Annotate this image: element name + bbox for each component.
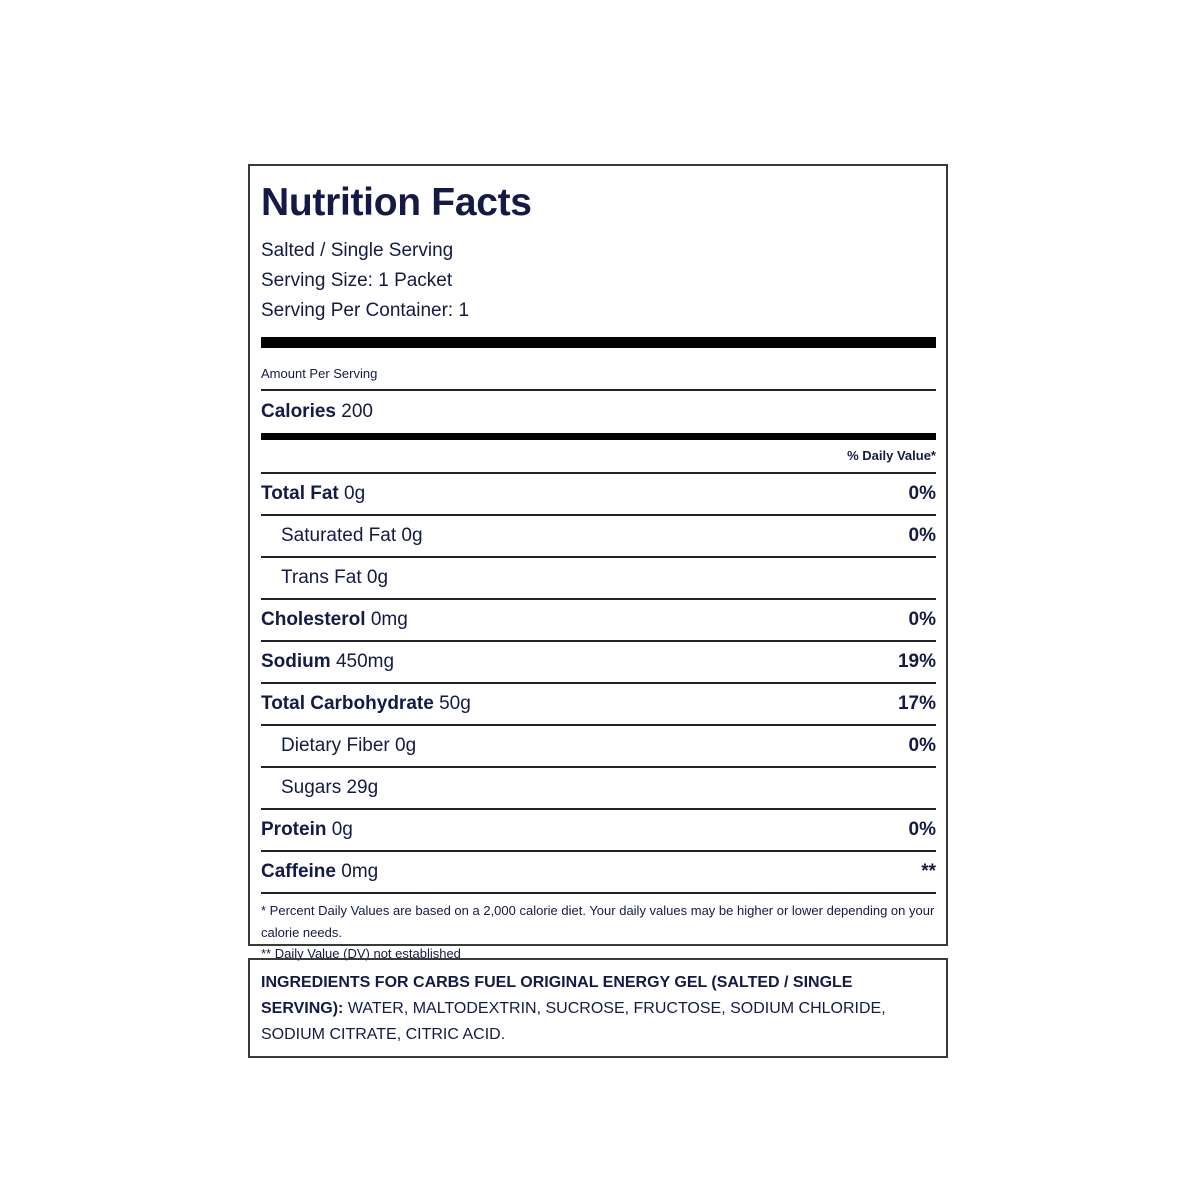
nutrient-row-dietary-fiber	[261, 726, 936, 768]
nutrient-row-caffeine	[261, 852, 936, 894]
panel-title: Nutrition Facts	[261, 181, 532, 224]
medium-divider	[261, 433, 936, 440]
nutrient-label: Dietary Fiber 0g	[281, 735, 417, 756]
nutrient-label: Protein	[261, 819, 327, 840]
nutrient-amount: 0mg	[370, 609, 408, 630]
footnotes	[261, 894, 936, 964]
nutrient-label: Total Carbohydrate	[261, 693, 434, 714]
footnote-daily-values: * Percent Daily Values are based on a 2,000 calorie diet. Your daily values may be higher or lower depending on your calorie needs.	[261, 903, 935, 940]
nutrient-label: Total Fat	[261, 483, 339, 504]
nutrient-label: Trans Fat 0g	[281, 567, 389, 588]
nutrient-row-trans-fat	[261, 558, 936, 600]
amount-per-serving: Amount Per Serving	[261, 365, 936, 391]
ingredients-heading: INGREDIENTS FOR CARBS FUEL ORIGINAL ENERGY GEL (SALTED / SINGLE SERVING):	[261, 974, 853, 1017]
nutrient-label: Sodium	[261, 651, 331, 672]
variant-line: Salted / Single Serving	[261, 240, 454, 261]
nutrient-row-total-fat	[261, 474, 936, 516]
calories-value: 200	[341, 401, 373, 422]
calories-label: Calories	[261, 401, 336, 422]
ingredients-list: WATER, MALTODEXTRIN, SUCROSE, FRUCTOSE, SODIUM CHLORIDE, SODIUM CITRATE, CITRIC ACID.	[261, 1000, 886, 1043]
nutrient-daily-value: 0%	[908, 483, 936, 504]
nutrient-label: Saturated Fat 0g	[281, 525, 423, 546]
nutrient-row-saturated-fat	[261, 516, 936, 558]
nutrient-label: Cholesterol	[261, 609, 366, 630]
nutrient-amount: 0g	[331, 819, 353, 840]
nutrient-row-total-carbohydrate	[261, 684, 936, 726]
nutrient-row-protein	[261, 810, 936, 852]
footnote-dv-not-established: ** Daily Value (DV) not established	[261, 946, 461, 961]
nutrient-daily-value: **	[921, 861, 936, 882]
nutrient-row-cholesterol	[261, 600, 936, 642]
calories-row	[261, 391, 936, 433]
nutrient-label: Caffeine	[261, 861, 336, 882]
nutrient-daily-value: 17%	[897, 693, 936, 714]
nutrient-amount: 0mg	[341, 861, 379, 882]
servings-per-container-line: Serving Per Container: 1	[261, 300, 470, 321]
nutrient-daily-value: 19%	[897, 651, 936, 672]
daily-value-header: % Daily Value*	[261, 440, 936, 474]
nutrient-amount: 450mg	[335, 651, 395, 672]
nutrient-row-sodium	[261, 642, 936, 684]
nutrient-row-sugars	[261, 768, 936, 810]
nutrient-daily-value: 0%	[908, 819, 936, 840]
nutrition-facts-panel	[248, 164, 948, 961]
nutrient-amount: 50g	[439, 693, 471, 714]
nutrient-label: Sugars 29g	[281, 777, 379, 798]
serving-size-line: Serving Size: 1 Packet	[261, 270, 453, 291]
thick-divider	[261, 337, 936, 348]
nutrient-daily-value: 0%	[908, 525, 936, 546]
ingredients-panel	[248, 958, 948, 1058]
nutrient-daily-value: 0%	[908, 735, 936, 756]
nutrient-amount: 0g	[344, 483, 366, 504]
nutrient-daily-value: 0%	[908, 609, 936, 630]
